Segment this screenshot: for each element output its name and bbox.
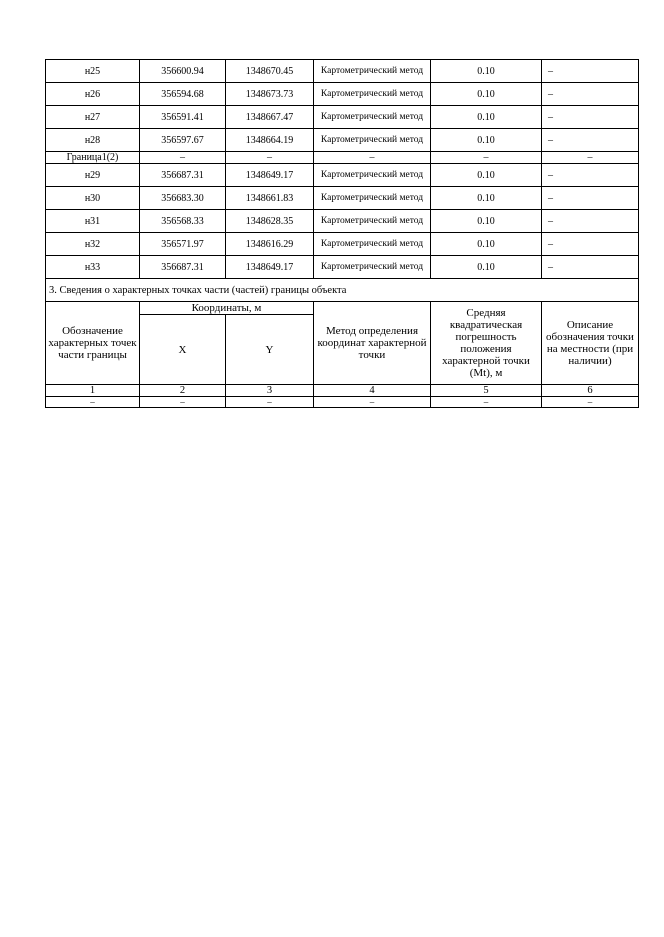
- point-name-cell: н32: [46, 233, 140, 256]
- point-name-cell: н27: [46, 106, 140, 129]
- column-number: 3: [226, 385, 314, 397]
- y-coordinate-cell: 1348616.29: [226, 233, 314, 256]
- column-number: 6: [542, 385, 639, 397]
- table-row: [46, 187, 639, 210]
- column-number: 1: [46, 385, 140, 397]
- empty-cell: –: [140, 397, 226, 408]
- y-coordinate-cell: 1348670.45: [226, 60, 314, 83]
- x-coordinate-cell: 356571.97: [140, 233, 226, 256]
- description-cell: –: [542, 187, 639, 210]
- accuracy-cell: 0.10: [431, 164, 542, 187]
- header-y: Y: [226, 315, 314, 385]
- x-coordinate-cell: 356687.31: [140, 164, 226, 187]
- table-row: [46, 129, 639, 152]
- method-cell: Картометрический метод: [314, 83, 431, 106]
- header-x: X: [140, 315, 226, 385]
- method-cell: Картометрический метод: [314, 164, 431, 187]
- section-3-title: 3. Сведения о характерных точках части (частей) границы объекта: [46, 279, 639, 302]
- accuracy-cell: 0.10: [431, 60, 542, 83]
- header-accuracy: Средняя квадратическая погрешность положения характерной точки (Mt), м: [431, 302, 542, 385]
- y-coordinate-cell: 1348673.73: [226, 83, 314, 106]
- table-row: [46, 83, 639, 106]
- column-numbers-row: [46, 385, 639, 397]
- x-coordinate-cell: 356683.30: [140, 187, 226, 210]
- x-coordinate-cell: –: [140, 152, 226, 164]
- table-row: [46, 233, 639, 256]
- header-method: Метод определения координат характерной точки: [314, 302, 431, 385]
- header-description: Описание обозначения точки на местности (при наличии): [542, 302, 639, 385]
- y-coordinate-cell: 1348628.35: [226, 210, 314, 233]
- x-coordinate-cell: 356600.94: [140, 60, 226, 83]
- accuracy-cell: 0.10: [431, 106, 542, 129]
- table-row: [46, 210, 639, 233]
- method-cell: Картометрический метод: [314, 256, 431, 279]
- method-cell: Картометрический метод: [314, 129, 431, 152]
- header-designation: Обозначение характерных точек части границы: [46, 302, 140, 385]
- x-coordinate-cell: 356597.67: [140, 129, 226, 152]
- table-row: [46, 164, 639, 187]
- description-cell: –: [542, 233, 639, 256]
- method-cell: –: [314, 152, 431, 164]
- empty-cell: –: [226, 397, 314, 408]
- y-coordinate-cell: 1348664.19: [226, 129, 314, 152]
- x-coordinate-cell: 356594.68: [140, 83, 226, 106]
- y-coordinate-cell: 1348649.17: [226, 256, 314, 279]
- table-row: [46, 60, 639, 83]
- description-cell: –: [542, 83, 639, 106]
- point-name-cell: н28: [46, 129, 140, 152]
- empty-cell: –: [431, 397, 542, 408]
- description-cell: –: [542, 129, 639, 152]
- x-coordinate-cell: 356591.41: [140, 106, 226, 129]
- empty-cell: –: [46, 397, 140, 408]
- accuracy-cell: –: [431, 152, 542, 164]
- description-cell: –: [542, 164, 639, 187]
- boundary-separator-row: [46, 152, 639, 164]
- empty-cell: –: [542, 397, 639, 408]
- point-name-cell: Граница1(2): [46, 152, 140, 164]
- description-cell: –: [542, 256, 639, 279]
- accuracy-cell: 0.10: [431, 187, 542, 210]
- y-coordinate-cell: 1348667.47: [226, 106, 314, 129]
- table-row: [46, 256, 639, 279]
- empty-cell: –: [314, 397, 431, 408]
- y-coordinate-cell: 1348649.17: [226, 164, 314, 187]
- point-name-cell: н30: [46, 187, 140, 210]
- accuracy-cell: 0.10: [431, 129, 542, 152]
- x-coordinate-cell: 356568.33: [140, 210, 226, 233]
- method-cell: Картометрический метод: [314, 106, 431, 129]
- method-cell: Картометрический метод: [314, 187, 431, 210]
- y-coordinate-cell: 1348661.83: [226, 187, 314, 210]
- header-coordinates: Координаты, м: [140, 302, 314, 315]
- table-row: [46, 106, 639, 129]
- point-name-cell: н31: [46, 210, 140, 233]
- description-cell: –: [542, 106, 639, 129]
- point-name-cell: н25: [46, 60, 140, 83]
- column-number: 5: [431, 385, 542, 397]
- method-cell: Картометрический метод: [314, 233, 431, 256]
- method-cell: Картометрический метод: [314, 210, 431, 233]
- accuracy-cell: 0.10: [431, 210, 542, 233]
- point-name-cell: н26: [46, 83, 140, 106]
- empty-row: [46, 397, 639, 408]
- column-number: 2: [140, 385, 226, 397]
- method-cell: Картометрический метод: [314, 60, 431, 83]
- y-coordinate-cell: –: [226, 152, 314, 164]
- description-cell: –: [542, 210, 639, 233]
- point-name-cell: н33: [46, 256, 140, 279]
- x-coordinate-cell: 356687.31: [140, 256, 226, 279]
- accuracy-cell: 0.10: [431, 256, 542, 279]
- column-number: 4: [314, 385, 431, 397]
- accuracy-cell: 0.10: [431, 233, 542, 256]
- accuracy-cell: 0.10: [431, 83, 542, 106]
- boundary-points-table: [45, 59, 639, 408]
- description-cell: –: [542, 152, 639, 164]
- description-cell: –: [542, 60, 639, 83]
- point-name-cell: н29: [46, 164, 140, 187]
